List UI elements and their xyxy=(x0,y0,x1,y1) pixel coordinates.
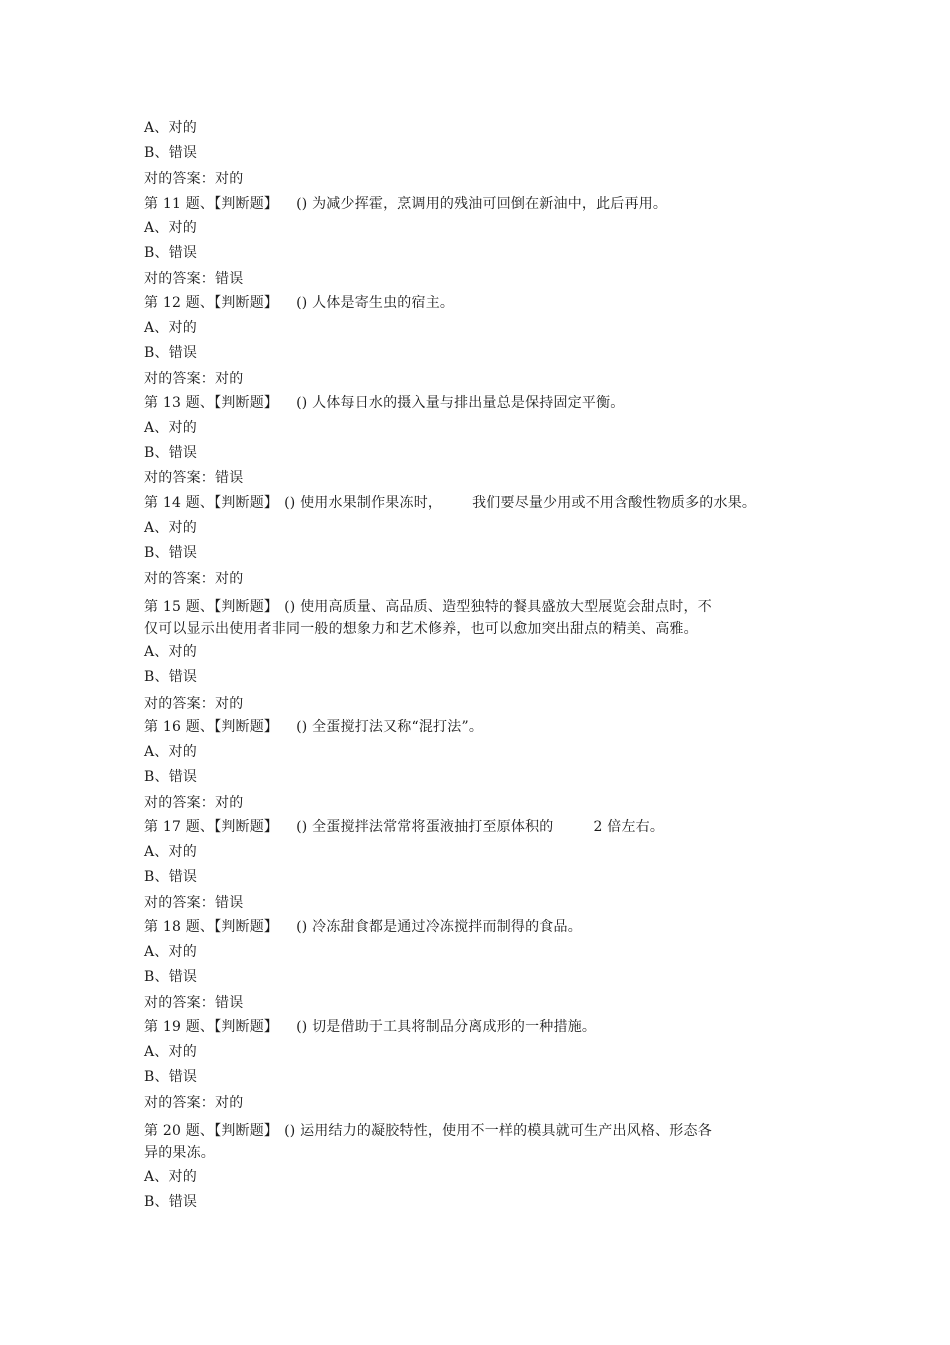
option-b: B、错误 xyxy=(144,869,198,885)
option-a: A、对的 xyxy=(144,220,197,236)
question-head: 第 13 题、【判断题】 xyxy=(144,395,279,411)
question-17 xyxy=(144,818,664,836)
answer-line: 对的答案：对的 xyxy=(144,371,244,387)
option-a: A、对的 xyxy=(144,1044,197,1060)
option-a: A、对的 xyxy=(144,320,197,336)
question-head: 第 16 题、【判断题】 xyxy=(144,719,279,735)
option-b: B、错误 xyxy=(144,145,198,161)
question-text: () 人体是寄生虫的宿主。 xyxy=(296,295,455,311)
answer-line: 对的答案：对的 xyxy=(144,571,244,587)
question-text-line-2: 仅可以显示出使用者非同一般的想象力和艺术修养，也可以愈加突出甜点的精美、高雅。 xyxy=(144,621,698,637)
question-text: () 全蛋搅打法又称“混打法”。 xyxy=(296,719,484,735)
question-text: () 切是借助于工具将制品分离成形的一种措施。 xyxy=(296,1019,597,1035)
question-text-continued: 2 倍左右。 xyxy=(593,819,665,835)
question-13 xyxy=(144,394,625,412)
option-a: A、对的 xyxy=(144,420,197,436)
option-a: A、对的 xyxy=(144,644,197,660)
answer-line: 对的答案：对的 xyxy=(144,171,244,187)
question-head: 第 15 题、【判断题】 xyxy=(144,599,279,615)
answer-line: 对的答案：错误 xyxy=(144,995,244,1011)
option-b: B、错误 xyxy=(144,245,198,261)
answer-line: 对的答案：错误 xyxy=(144,470,244,486)
answer-line: 对的答案：错误 xyxy=(144,895,244,911)
answer-line: 对的答案：对的 xyxy=(144,795,244,811)
question-text: () 使用高质量、高品质、造型独特的餐具盛放大型展览会甜点时，不 xyxy=(284,599,712,615)
question-text-line-2: 异的果冻。 xyxy=(144,1145,215,1161)
option-b: B、错误 xyxy=(144,769,198,785)
question-head: 第 11 题、【判断题】 xyxy=(144,196,279,212)
question-16 xyxy=(144,718,483,736)
question-head: 第 18 题、【判断题】 xyxy=(144,919,279,935)
option-a: A、对的 xyxy=(144,944,197,960)
question-text-continued: 我们要尽量少用或不用含酸性物质多的水果。 xyxy=(472,495,757,511)
question-head: 第 14 题、【判断题】 xyxy=(144,495,279,511)
option-a: A、对的 xyxy=(144,744,197,760)
option-b: B、错误 xyxy=(144,545,198,561)
question-text: () 人体每日水的摄入量与排出量总是保持固定平衡。 xyxy=(296,395,625,411)
option-a: A、对的 xyxy=(144,1169,197,1185)
answer-line: 对的答案：对的 xyxy=(144,1095,244,1111)
question-text: () 全蛋搅拌法常常将蛋液抽打至原体积的 xyxy=(296,819,554,835)
option-b: B、错误 xyxy=(144,969,198,985)
question-head: 第 20 题、【判断题】 xyxy=(144,1123,279,1139)
question-19 xyxy=(144,1018,596,1036)
answer-line: 对的答案：对的 xyxy=(144,696,244,712)
question-text: () 使用水果制作果冻时， xyxy=(284,495,443,511)
question-12 xyxy=(144,294,454,312)
question-15 xyxy=(144,598,712,616)
question-head: 第 12 题、【判断题】 xyxy=(144,295,279,311)
option-b: B、错误 xyxy=(144,1194,198,1210)
option-b: B、错误 xyxy=(144,445,198,461)
option-a: A、对的 xyxy=(144,120,197,136)
question-text: () 运用结力的凝胶特性，使用不一样的模具就可生产出风格、形态各 xyxy=(284,1123,712,1139)
question-head: 第 17 题、【判断题】 xyxy=(144,819,279,835)
option-b: B、错误 xyxy=(144,669,198,685)
option-a: A、对的 xyxy=(144,520,197,536)
question-text: () 为减少挥霍，烹调用的残油可回倒在新油中，此后再用。 xyxy=(296,196,668,212)
question-20 xyxy=(144,1122,712,1140)
option-b: B、错误 xyxy=(144,345,198,361)
question-14 xyxy=(144,494,756,512)
question-11 xyxy=(144,195,667,213)
answer-line: 对的答案：错误 xyxy=(144,271,244,287)
question-text: () 冷冻甜食都是通过冷冻搅拌而制得的食品。 xyxy=(296,919,582,935)
option-a: A、对的 xyxy=(144,844,197,860)
option-b: B、错误 xyxy=(144,1069,198,1085)
question-head: 第 19 题、【判断题】 xyxy=(144,1019,279,1035)
question-18 xyxy=(144,918,582,936)
